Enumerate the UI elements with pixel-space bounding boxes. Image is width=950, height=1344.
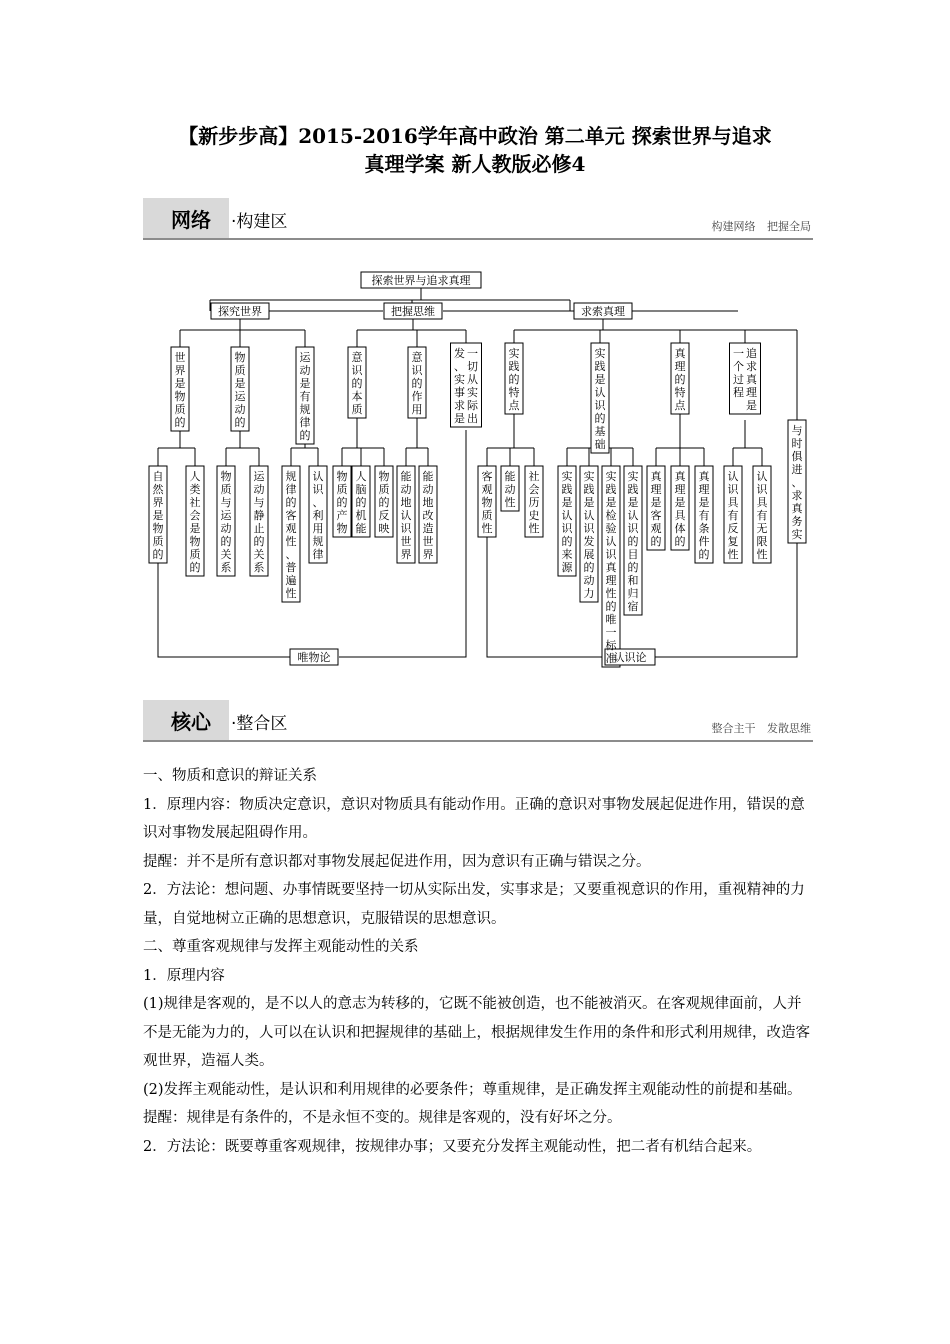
level3-node: 认识具有无限性 [756,470,768,561]
level3-node: 认识具有反复性 [727,470,739,561]
level3-node: 实践是检验认识真理性的唯一标准 [605,470,617,665]
level3-node: 运动与静止的关系 [253,470,265,574]
level2-node: 实践的特点 [508,347,520,412]
section-header-sub: ·整合区 [231,714,288,734]
level3-node: 能动地改造世界 [422,470,434,561]
branch-explore-world: 探究世界 [218,305,262,318]
body-content [143,762,813,1161]
level2-node: 意识的作用 [411,351,423,416]
paragraph: 1．原理内容 [143,967,225,984]
level2-node: 追求真理是一个过程 [733,347,757,412]
level3-node: 真理是具体的 [674,470,686,548]
paragraph: 1．原理内容：物质决定意识，意识对物质具有能动作用。正确的意识对事物发展起促进作用，错误的意识对事物发展起阻碍作用。 [143,796,805,841]
level3-node: 实践是认识发展的动力 [583,470,595,600]
level3-node: 能动性 [504,470,516,509]
section-header-right: 整合主干 发散思维 [711,722,811,735]
level3-node: 物质与运动的关系 [220,470,232,574]
level2-node: 运动是有规律的 [299,351,311,442]
level3-node: 能动地认识世界 [400,470,412,561]
level3-node: 物质的反映 [378,470,390,535]
level3-node: 物质的产物 [336,470,348,535]
section-header-main: 核心 [171,710,211,734]
section-header-right: 构建网络 把握全局 [711,220,811,233]
level3-node: 社会历史性 [528,470,540,535]
level3-node: 客观物质性 [481,470,493,535]
title-line-2: 真理学案 新人教版必修4 [364,152,586,176]
diagram-root: 探索世界与追求真理 [371,274,471,287]
paragraph: 二、尊重客观规律与发挥主观能动性的关系 [143,939,419,955]
level3-node: 自然界是物质的 [152,470,164,561]
level2-node: 与时俱进、求真务实 [791,424,803,541]
level3-node: 认识、利用规律 [312,470,324,561]
level3-node: 人类社会是物质的 [189,470,201,574]
level2-node: 物质是运动的 [234,351,246,429]
bottom-epistemology: 认识论 [613,651,647,664]
paragraph: 一、物质和意识的辩证关系 [143,768,317,784]
title-line-1: 【新步步高】2015-2016学年高中政治 第二单元 探索世界与追求 [178,124,772,148]
section-header-main: 网络 [171,208,211,232]
paragraph: 2．方法论：想问题、办事情既要坚持一切从实际出发，实事求是；又要重视意识的作用，重视精神的力量，自觉地树立正确的思想意识，克服错误的思想意识。 [143,882,805,927]
paragraph: 提醒：并不是所有意识都对事物发展起促进作用，因为意识有正确与错误之分。 [143,853,651,870]
level2-node: 真理的特点 [674,347,686,412]
bottom-materialism: 唯物论 [297,651,331,664]
level3-node: 实践是认识的目的和归宿 [627,470,639,613]
level3-node: 真理是有条件的 [698,470,710,561]
level2-node: 世界是物质的 [174,351,186,429]
section-header-sub: ·构建区 [231,212,288,232]
level2-node: 实践是认识的基础 [594,347,606,451]
branch-grasp-thought: 把握思维 [391,305,435,318]
paragraph: (1)规律是客观的，是不以人的意志为转移的，它既不能被创造，也不能被消灭。在客观规律面前，人并不是无能为力的，人可以在认识和把握规律的基础上，根据规律发生作用的条件和形式利用规律，改造客观世界，造福人类。 [143,996,810,1069]
paragraph: 2．方法论：既要尊重客观规律，按规律办事；又要充分发挥主观能动性，把二者有机结合起来。 [143,1138,762,1155]
level3-node: 实践是认识的来源 [561,470,573,574]
paragraph: (2)发挥主观能动性，是认识和利用规律的必要条件；尊重规律，是正确发挥主观能动性的前提和基础。 [143,1081,802,1098]
level3-node: 人脑的机能 [355,470,367,535]
level3-node: 真理是客观的 [650,470,662,548]
level2-node: 一切从实际出发、实事求是 [454,347,478,425]
branch-seek-truth: 求索真理 [581,305,625,318]
paragraph: 提醒：规律是有条件的，不是永恒不变的。规律是客观的，没有好坏之分。 [143,1110,622,1126]
level2-node: 意识的本质 [351,351,363,416]
level3-node: 规律的客观性、普遍性 [285,470,297,600]
section-header-core [143,700,813,742]
